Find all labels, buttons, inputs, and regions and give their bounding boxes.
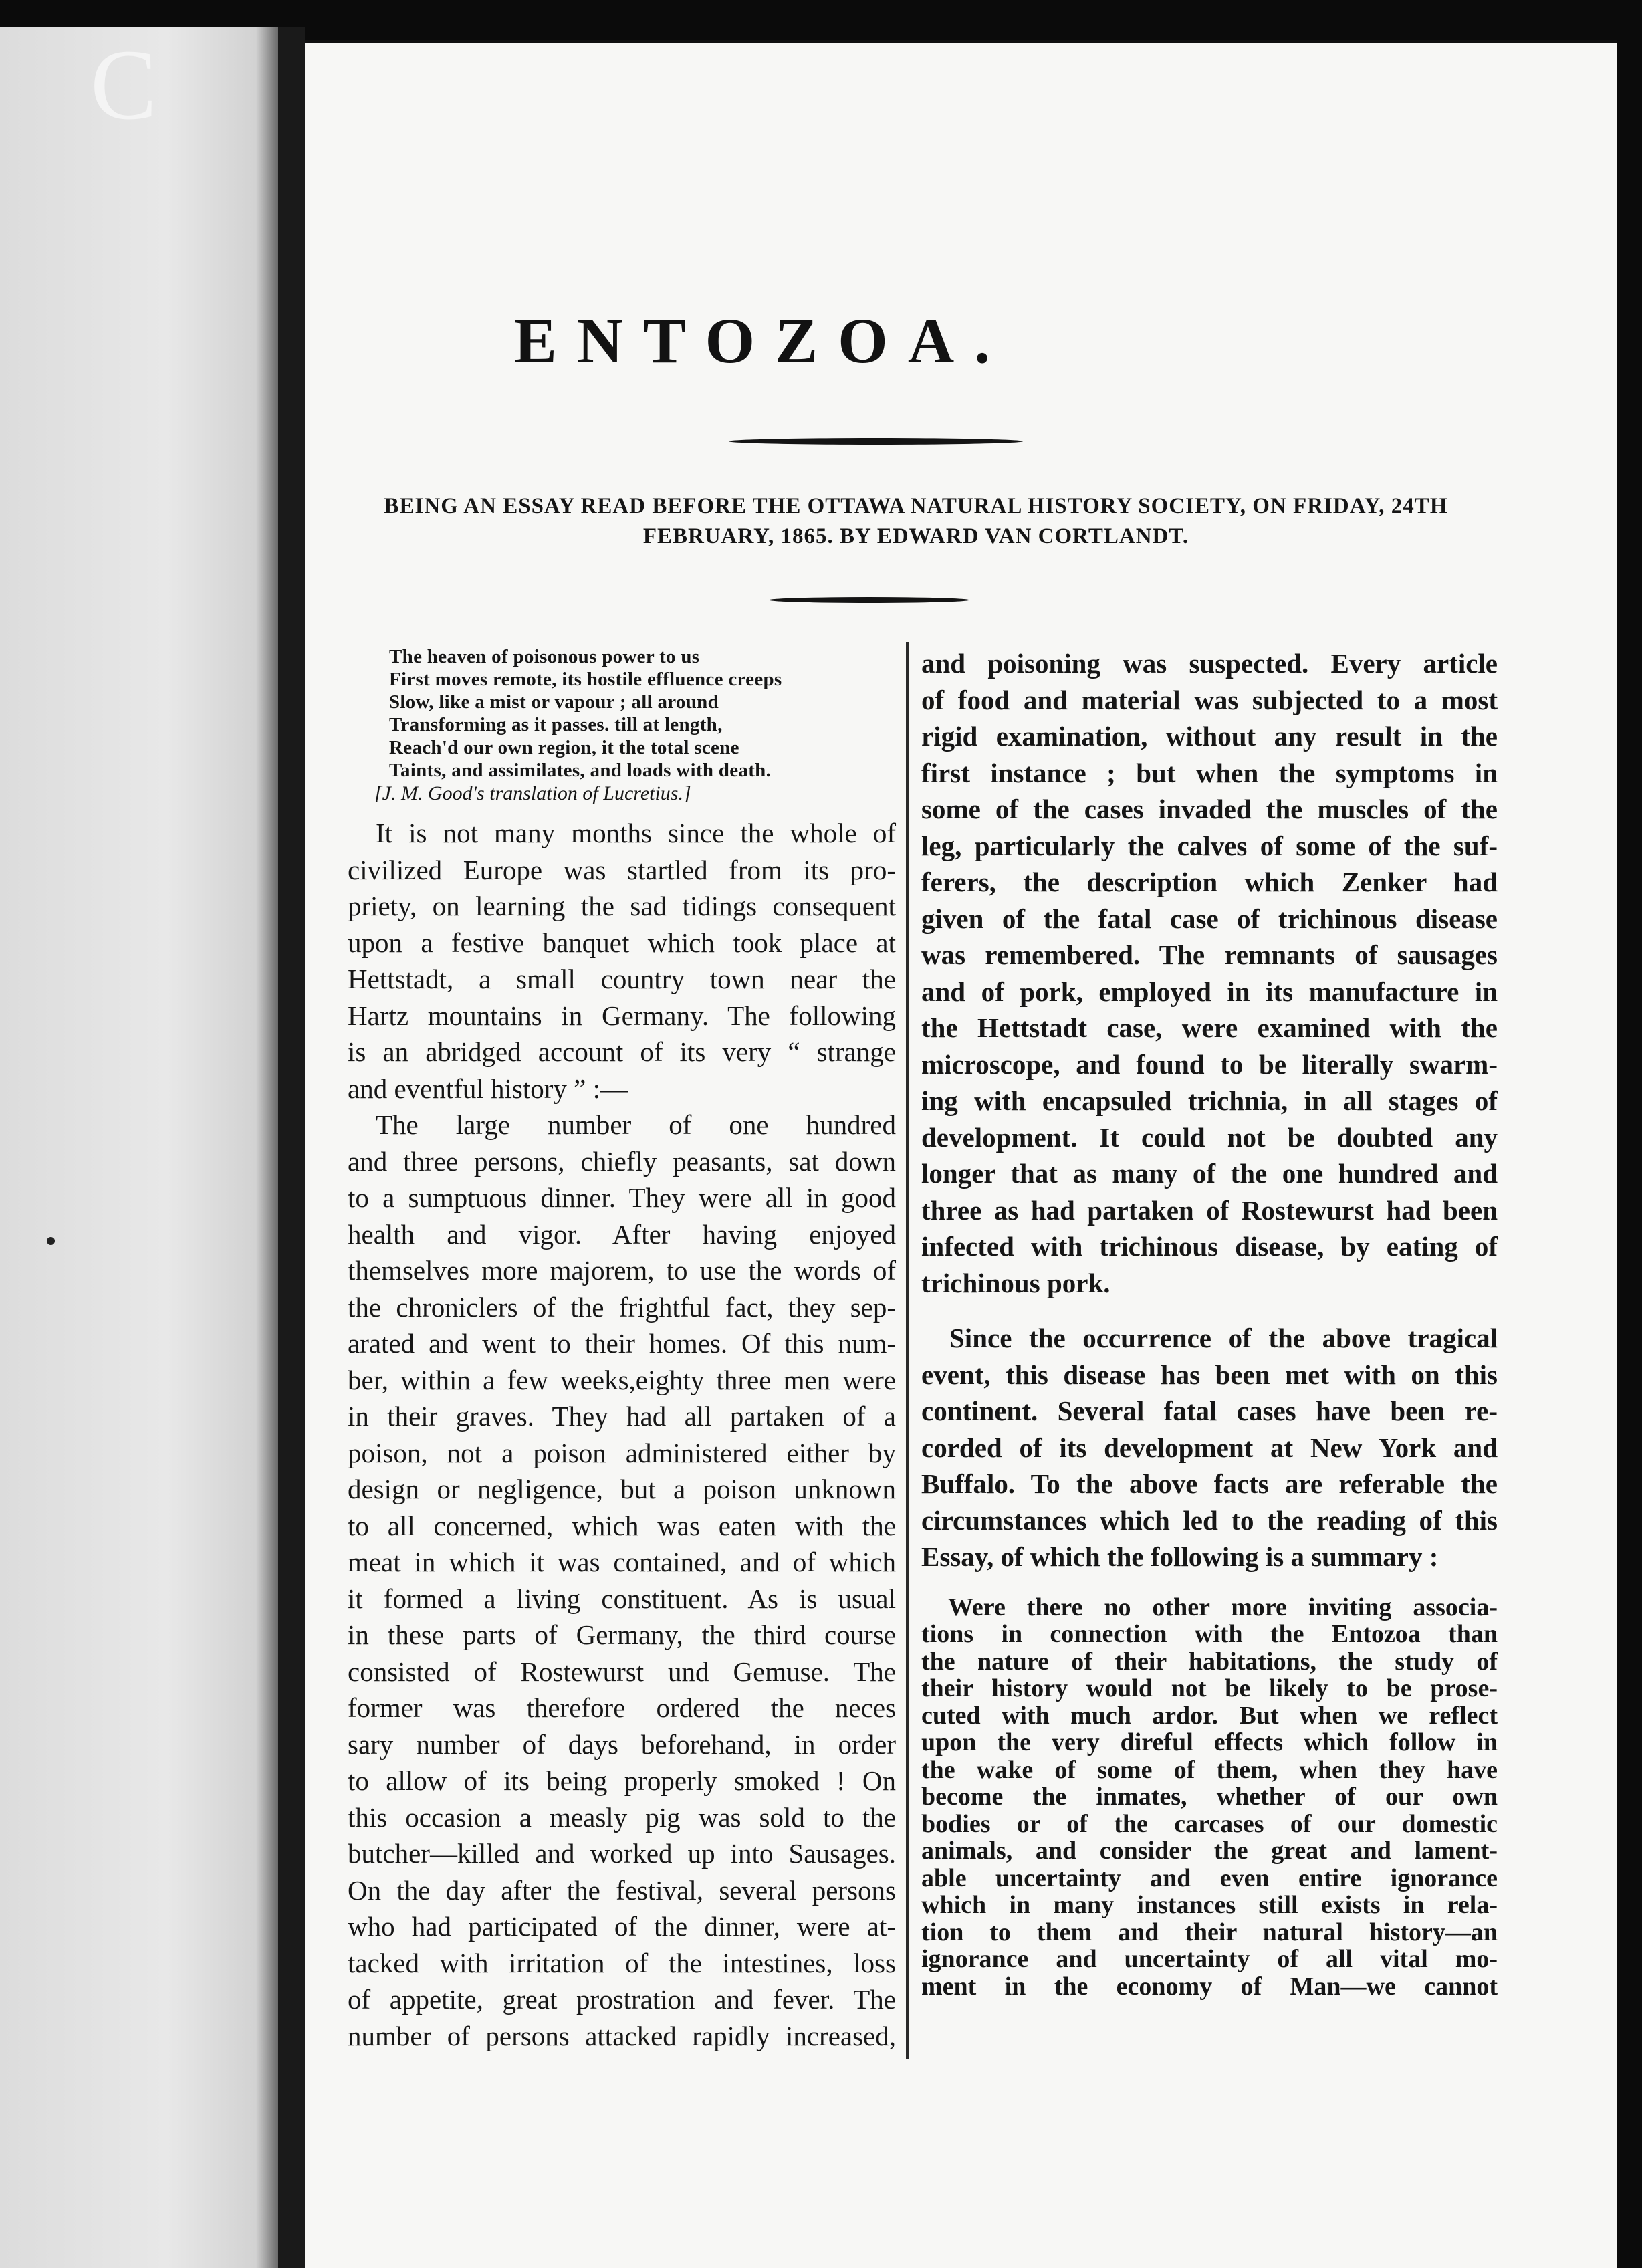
text-line: their history would not be likely to be prose- xyxy=(921,1674,1498,1702)
text-line: and three persons, chiefly peasants, sat down xyxy=(348,1145,896,1177)
text-line: upon the very direful effects which follow in xyxy=(921,1728,1498,1756)
text-line: in these parts of Germany, the third course xyxy=(348,1619,896,1650)
text-line: who had participated of the dinner, were at- xyxy=(348,1911,896,1942)
scan-border-right xyxy=(1617,0,1642,2268)
text-line: Hartz mountains in Germany. The following xyxy=(348,1000,896,1031)
epigraph-line: First moves remote, its hostile effluence creeps xyxy=(389,669,782,690)
epigraph-line: The heaven of poisonous power to us xyxy=(389,646,700,667)
text-line: upon a festive banquet which took place at xyxy=(348,927,896,958)
text-line: three as had partaken of Rostewurst had been xyxy=(921,1194,1498,1226)
text-line: On the day after the festival, several persons xyxy=(348,1874,896,1906)
text-line: to a sumptuous dinner. They were all in good xyxy=(348,1182,896,1213)
text-line: become the inmates, whether of our own xyxy=(921,1783,1498,1811)
epigraph-line: Taints, and assimilates, and loads with death. xyxy=(389,760,772,781)
text-line: Were there no other more inviting associa- xyxy=(948,1593,1498,1621)
text-line: ment in the economy of Man—we cannot xyxy=(921,1972,1498,2001)
page-mark: C xyxy=(90,29,158,140)
text-line: and of pork, employed in its manufacture in xyxy=(921,976,1498,1007)
text-line: ferers, the description which Zenker had xyxy=(921,867,1498,897)
text-line: rigid examination, without any result in the xyxy=(921,721,1498,752)
epigraph xyxy=(348,645,896,806)
text-line: number of persons attacked rapidly increased, xyxy=(348,2020,896,2051)
subtitle xyxy=(334,491,1498,552)
text-line: leg, particularly the calves of some of the suf- xyxy=(921,830,1498,861)
text-line: civilized Europe was startled from its pro- xyxy=(348,854,896,885)
text-line: some of the cases invaded the muscles of the xyxy=(921,794,1498,824)
text-line: animals, and consider the great and lament- xyxy=(921,1837,1498,1865)
text-line: cuted with much ardor. But when we reflect xyxy=(921,1701,1498,1730)
text-line: of appetite, great prostration and fever. The xyxy=(348,1984,896,2015)
text-line: continent. Several fatal cases have been re- xyxy=(921,1395,1498,1426)
text-line: Buffalo. To the above facts are referable the xyxy=(921,1468,1498,1499)
text-line: was remembered. The remnants of sausages xyxy=(921,939,1498,970)
text-line: meat in which it was contained, and of which xyxy=(348,1547,896,1577)
epigraph-line: Reach'd our own region, it the total scene xyxy=(389,737,739,758)
epigraph-line: Transforming as it passes. till at length, xyxy=(389,714,723,735)
ink-speck xyxy=(47,1237,55,1245)
right-column xyxy=(921,645,1498,2000)
text-line: this occasion a measly pig was sold to the xyxy=(348,1801,896,1833)
text-line: and eventful history ” :— xyxy=(348,1072,628,1104)
text-line: bodies or of the carcases of our domestic xyxy=(921,1809,1498,1838)
text-line: to allow of its being properly smoked ! On xyxy=(348,1765,896,1796)
paragraph xyxy=(921,1594,1498,2001)
text-line: to all concerned, which was eaten with the xyxy=(348,1510,896,1541)
text-line: consisted of Rostewurst und Gemuse. The xyxy=(348,1656,896,1687)
title-rule xyxy=(729,438,1023,445)
text-line: first instance ; but when the symptoms in xyxy=(921,757,1498,788)
text-line: circumstances which led to the reading of this xyxy=(921,1504,1498,1536)
text-line: tions in connection with the Entozoa than xyxy=(921,1620,1498,1648)
text-line: development. It could not be doubted any xyxy=(921,1121,1498,1153)
text-line: which in many instances still exists in rela- xyxy=(921,1891,1498,1919)
text-line: arated and went to their homes. Of this num- xyxy=(348,1328,896,1359)
text-line: Since the occurrence of the above tragical xyxy=(949,1323,1498,1353)
text-line: tacked with irritation of the intestines, loss xyxy=(348,1947,896,1978)
text-line: ing with encapsuled trichnia, in all stages of xyxy=(921,1085,1498,1116)
text-line: priety, on learning the sad tidings consequent xyxy=(348,891,896,921)
text-line: It is not many months since the whole of xyxy=(376,818,896,848)
epigraph-attribution: [J. M. Good's translation of Lucretius.] xyxy=(374,782,691,804)
text-line: sary number of days beforehand, in order xyxy=(348,1728,896,1760)
text-line: former was therefore ordered the neces xyxy=(348,1692,896,1723)
text-line: Hettstadt, a small country town near the xyxy=(348,963,896,994)
paragraph xyxy=(921,645,1498,1301)
subtitle-rule xyxy=(769,597,969,603)
text-line: it formed a living constituent. As is usual xyxy=(348,1583,896,1614)
text-line: health and vigor. After having enjoyed xyxy=(348,1218,896,1250)
text-line: design or negligence, but a poison unknown xyxy=(348,1474,896,1504)
subtitle-line: BEING AN ESSAY READ BEFORE THE OTTAWA NATURAL HISTORY SOCIETY, ON FRIDAY, 24TH xyxy=(384,494,1448,518)
text-line: the wake of some of them, when they have xyxy=(921,1755,1498,1784)
text-line: corded of its development at New York and xyxy=(921,1432,1498,1463)
paragraph xyxy=(348,1107,896,2054)
previous-page-edge xyxy=(0,27,278,2268)
text-line: tion to them and their natural history—an xyxy=(921,1918,1498,1946)
text-line: Essay, of which the following is a summary : xyxy=(921,1541,1439,1572)
text-line: trichinous pork. xyxy=(921,1267,1110,1298)
text-line: longer that as many of the one hundred and xyxy=(921,1158,1498,1189)
text-line: and poisoning was suspected. Every article xyxy=(921,648,1498,679)
text-line: the chroniclers of the frightful fact, they sep- xyxy=(348,1291,896,1323)
text-line: The large number of one hundred xyxy=(376,1109,896,1140)
epigraph-line: Slow, like a mist or vapour ; all around xyxy=(389,691,719,713)
text-line: ber, within a few weeks,eighty three men were xyxy=(348,1364,896,1395)
text-line: given of the fatal case of trichinous disease xyxy=(921,903,1498,934)
text-line: event, this disease has been met with on this xyxy=(921,1359,1498,1390)
paragraph xyxy=(921,1320,1498,1575)
text-line: able uncertainty and even entire ignorance xyxy=(921,1863,1498,1892)
text-line: the Hettstadt case, were examined with the xyxy=(921,1012,1498,1043)
left-column xyxy=(348,645,896,2054)
document-title: ENTOZOA. xyxy=(513,305,1011,376)
text-line: of food and material was subjected to a most xyxy=(921,684,1498,715)
book-spine xyxy=(278,27,305,2268)
text-line: is an abridged account of its very “ strange xyxy=(348,1036,896,1067)
text-line: the nature of their habitations, the study of xyxy=(921,1647,1498,1676)
paragraph xyxy=(348,815,896,1107)
subtitle-line: FEBRUARY, 1865. BY EDWARD VAN CORTLANDT. xyxy=(642,524,1189,548)
text-line: ignorance and uncertainty of all vital mo- xyxy=(921,1945,1498,1973)
text-line: microscope, and found to be literally swarm- xyxy=(921,1048,1498,1080)
text-line: poison, not a poison administered either by xyxy=(348,1437,896,1468)
text-line: in their graves. They had all partaken of a xyxy=(348,1401,896,1432)
text-line: themselves more majorem, to use the words of xyxy=(348,1255,896,1286)
text-line: butcher—killed and worked up into Sausages. xyxy=(348,1838,896,1869)
text-line: infected with trichinous disease, by eating of xyxy=(921,1231,1498,1262)
column-divider xyxy=(906,642,909,2059)
